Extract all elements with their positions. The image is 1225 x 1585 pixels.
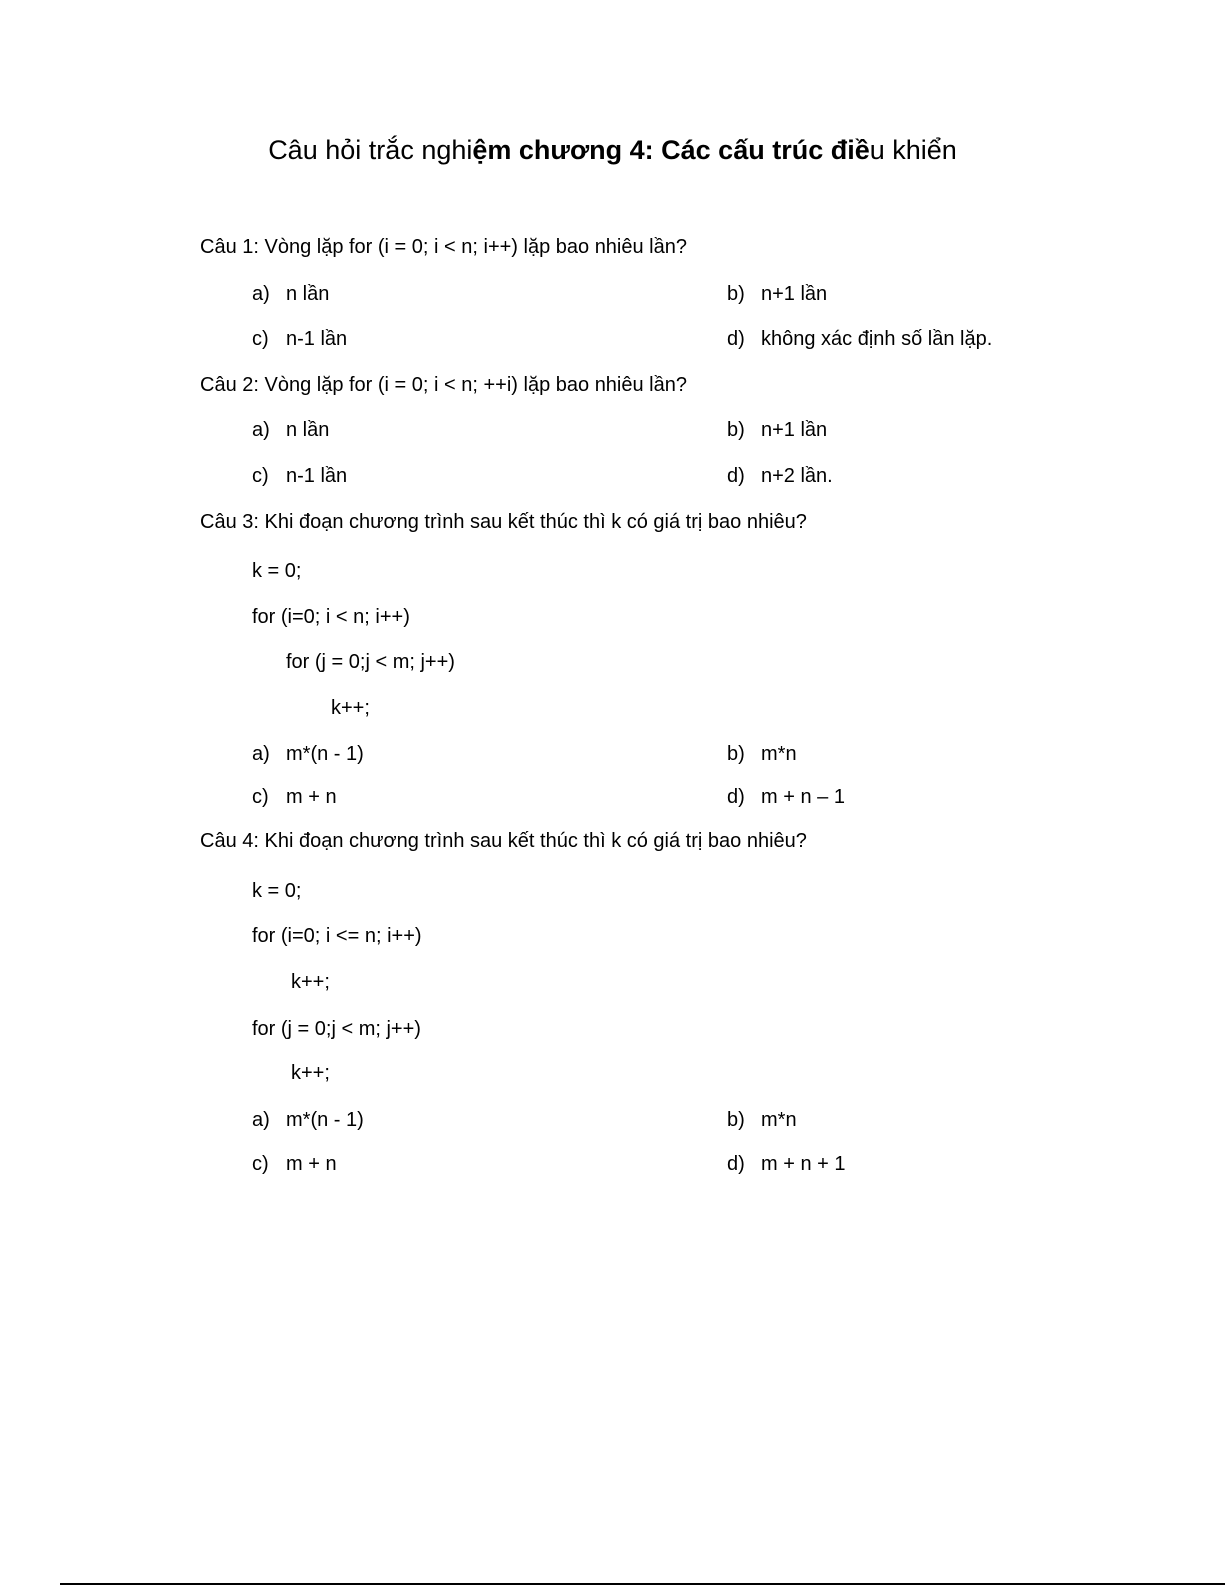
option-letter: b) [727, 283, 745, 305]
option-text: n-1 lần [286, 328, 348, 350]
code-line: k = 0; [252, 880, 302, 902]
question-4-option-d [727, 1152, 846, 1176]
code-line: k = 0; [252, 560, 302, 582]
question-4-option-a [252, 1108, 364, 1132]
option-text: n+2 lần. [761, 465, 833, 487]
title-text: Câu h [268, 135, 341, 165]
option-letter: d) [727, 786, 745, 808]
code-line: k++; [291, 971, 330, 993]
question-2-option-a [252, 418, 329, 442]
option-text: m*(n - 1) [286, 1109, 364, 1131]
option-text: n lần [286, 419, 330, 441]
title-text: c nghi [400, 135, 473, 165]
code-line: for (j = 0;j < m; j++) [286, 651, 455, 673]
code-line: for (j = 0;j < m; j++) [252, 1018, 421, 1040]
option-text: n-1 lần [286, 465, 348, 487]
question-4-option-b [727, 1108, 797, 1132]
page-title [0, 133, 1225, 167]
option-text: m*n [761, 743, 797, 765]
question-2-option-c [252, 464, 347, 488]
option-letter: d) [727, 1153, 745, 1175]
option-letter: c) [252, 1153, 269, 1175]
question-4-option-c [252, 1152, 337, 1176]
option-letter: c) [252, 786, 269, 808]
question-3-prompt: Câu 3: Khi đoạn chương trình sau kết thúc thì k có giá trị bao nhiêu? [200, 511, 807, 533]
option-text: không xác định số lần lặp. [761, 328, 993, 350]
title-text: i tr [355, 135, 386, 165]
code-line: k++; [331, 697, 370, 719]
question-1-prompt: Câu 1: Vòng lặp for (i = 0; i < n; i++) lặp bao nhiêu lần? [200, 236, 687, 258]
code-line: for (i=0; i <= n; i++) [252, 925, 422, 947]
option-letter: b) [727, 1109, 745, 1131]
option-letter: d) [727, 465, 745, 487]
option-text: m + n + 1 [761, 1153, 846, 1175]
option-text: n+1 lần [761, 419, 828, 441]
code-line: k++; [291, 1062, 330, 1084]
title-bold-text: ệm chương 4: Các cấu trúc điề [472, 135, 870, 165]
question-2-prompt: Câu 2: Vòng lặp for (i = 0; i < n; ++i) lặp bao nhiêu lần? [200, 374, 687, 396]
option-letter: b) [727, 743, 745, 765]
option-letter: c) [252, 328, 269, 350]
option-letter: d) [727, 328, 745, 350]
question-1-option-a [252, 282, 329, 306]
option-letter: a) [252, 1109, 270, 1131]
option-letter: b) [727, 419, 745, 441]
title-text: u khiển [869, 135, 957, 165]
question-2-option-b [727, 418, 827, 442]
question-4-prompt: Câu 4: Khi đoạn chương trình sau kết thúc thì k có giá trị bao nhiêu? [200, 830, 807, 852]
question-3-option-c [252, 785, 337, 809]
question-3-option-a [252, 742, 364, 766]
question-3-option-d [727, 785, 845, 809]
option-text: m*n [761, 1109, 797, 1131]
question-1-option-d [727, 327, 992, 351]
option-text: n+1 lần [761, 283, 828, 305]
question-1-option-b [727, 282, 827, 306]
option-letter: a) [252, 419, 270, 441]
option-letter: a) [252, 283, 270, 305]
title-text: ỏ [340, 135, 356, 165]
option-text: n lần [286, 283, 330, 305]
option-text: m + n – 1 [761, 786, 845, 808]
option-text: m + n [286, 1153, 337, 1175]
title-text: ắ [385, 135, 401, 165]
question-2-option-d [727, 464, 833, 488]
option-letter: a) [252, 743, 270, 765]
question-1-option-c [252, 327, 347, 351]
code-line: for (i=0; i < n; i++) [252, 606, 410, 628]
option-letter: c) [252, 465, 269, 487]
option-text: m + n [286, 786, 337, 808]
question-3-option-b [727, 742, 797, 766]
option-text: m*(n - 1) [286, 743, 364, 765]
